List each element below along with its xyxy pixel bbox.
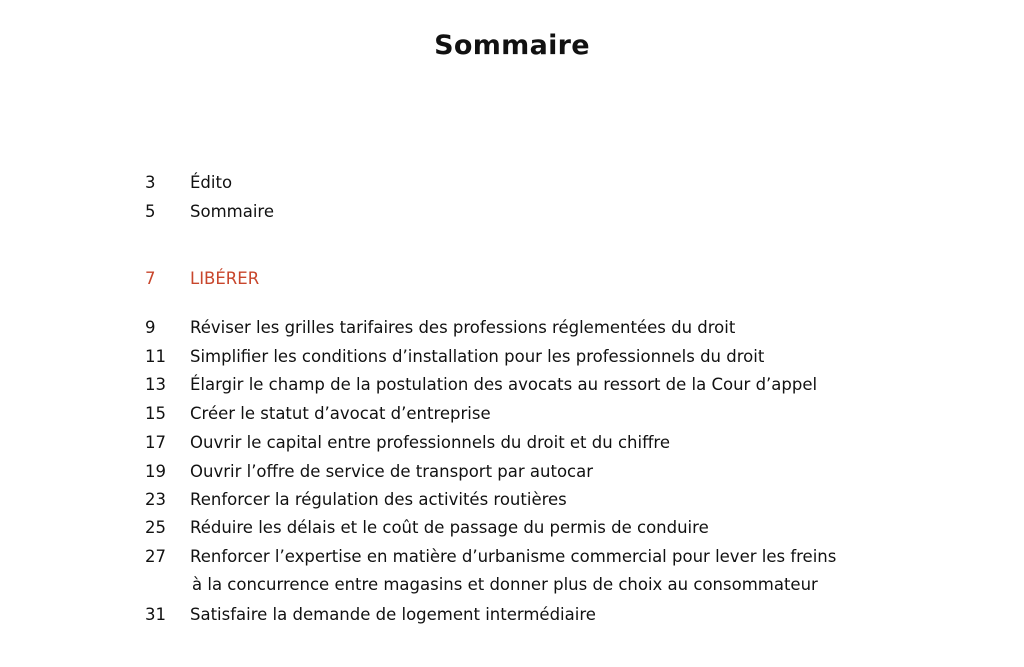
entry-label: Créer le statut d’avocat d’entreprise: [190, 404, 491, 423]
entry-label: Satisfaire la demande de logement intermédiaire: [190, 605, 596, 624]
toc-entry-edito[interactable]: [0, 171, 1024, 195]
toc-entry[interactable]: [0, 545, 1024, 569]
page-number: 11: [145, 347, 166, 366]
entry-label: Renforcer la régulation des activités routières: [190, 490, 567, 509]
page-number: 5: [145, 202, 156, 221]
page-number: 9: [145, 318, 156, 337]
toc-entry[interactable]: [0, 316, 1024, 340]
entry-label: Élargir le champ de la postulation des avocats au ressort de la Cour d’appel: [190, 375, 818, 394]
toc-entry[interactable]: [0, 431, 1024, 455]
page-number: 7: [145, 269, 156, 288]
toc-entry[interactable]: [0, 460, 1024, 484]
entry-label: Ouvrir l’offre de service de transport par autocar: [190, 462, 594, 481]
page-number: 25: [145, 518, 166, 537]
toc-entry[interactable]: [0, 516, 1024, 540]
toc-section-liberer[interactable]: [0, 267, 1024, 291]
entry-label: Simplifier les conditions d’installation pour les professionnels du droit: [190, 347, 765, 366]
page-number: 31: [145, 605, 166, 624]
toc-entry[interactable]: [0, 402, 1024, 426]
entry-label: Renforcer l’expertise en matière d’urbanisme commercial pour lever les freins: [190, 547, 837, 566]
entry-label: Ouvrir le capital entre professionnels du droit et du chiffre: [190, 433, 671, 452]
page-number: 17: [145, 433, 166, 452]
page-number: 23: [145, 490, 166, 509]
page-number: 27: [145, 547, 166, 566]
page-number: 13: [145, 375, 166, 394]
entry-label-continuation: à la concurrence entre magasins et donner plus de choix au consommateur: [192, 575, 818, 594]
toc-entry[interactable]: [0, 603, 1024, 627]
toc-entry[interactable]: [0, 345, 1024, 369]
toc-entry-sommaire[interactable]: [0, 200, 1024, 224]
entry-label: Sommaire: [190, 202, 274, 221]
toc-entry[interactable]: [0, 373, 1024, 397]
entry-label: Édito: [190, 173, 233, 192]
page-number: 3: [145, 173, 156, 192]
page-number: 19: [145, 462, 166, 481]
toc-entry[interactable]: [0, 488, 1024, 512]
page-number: 15: [145, 404, 166, 423]
toc-entry-continuation: [0, 573, 1024, 597]
page-title: Sommaire: [434, 30, 590, 61]
section-label: LIBÉRER: [190, 269, 260, 288]
entry-label: Réduire les délais et le coût de passage du permis de conduire: [190, 518, 709, 537]
entry-label: Réviser les grilles tarifaires des professions réglementées du droit: [190, 318, 736, 337]
